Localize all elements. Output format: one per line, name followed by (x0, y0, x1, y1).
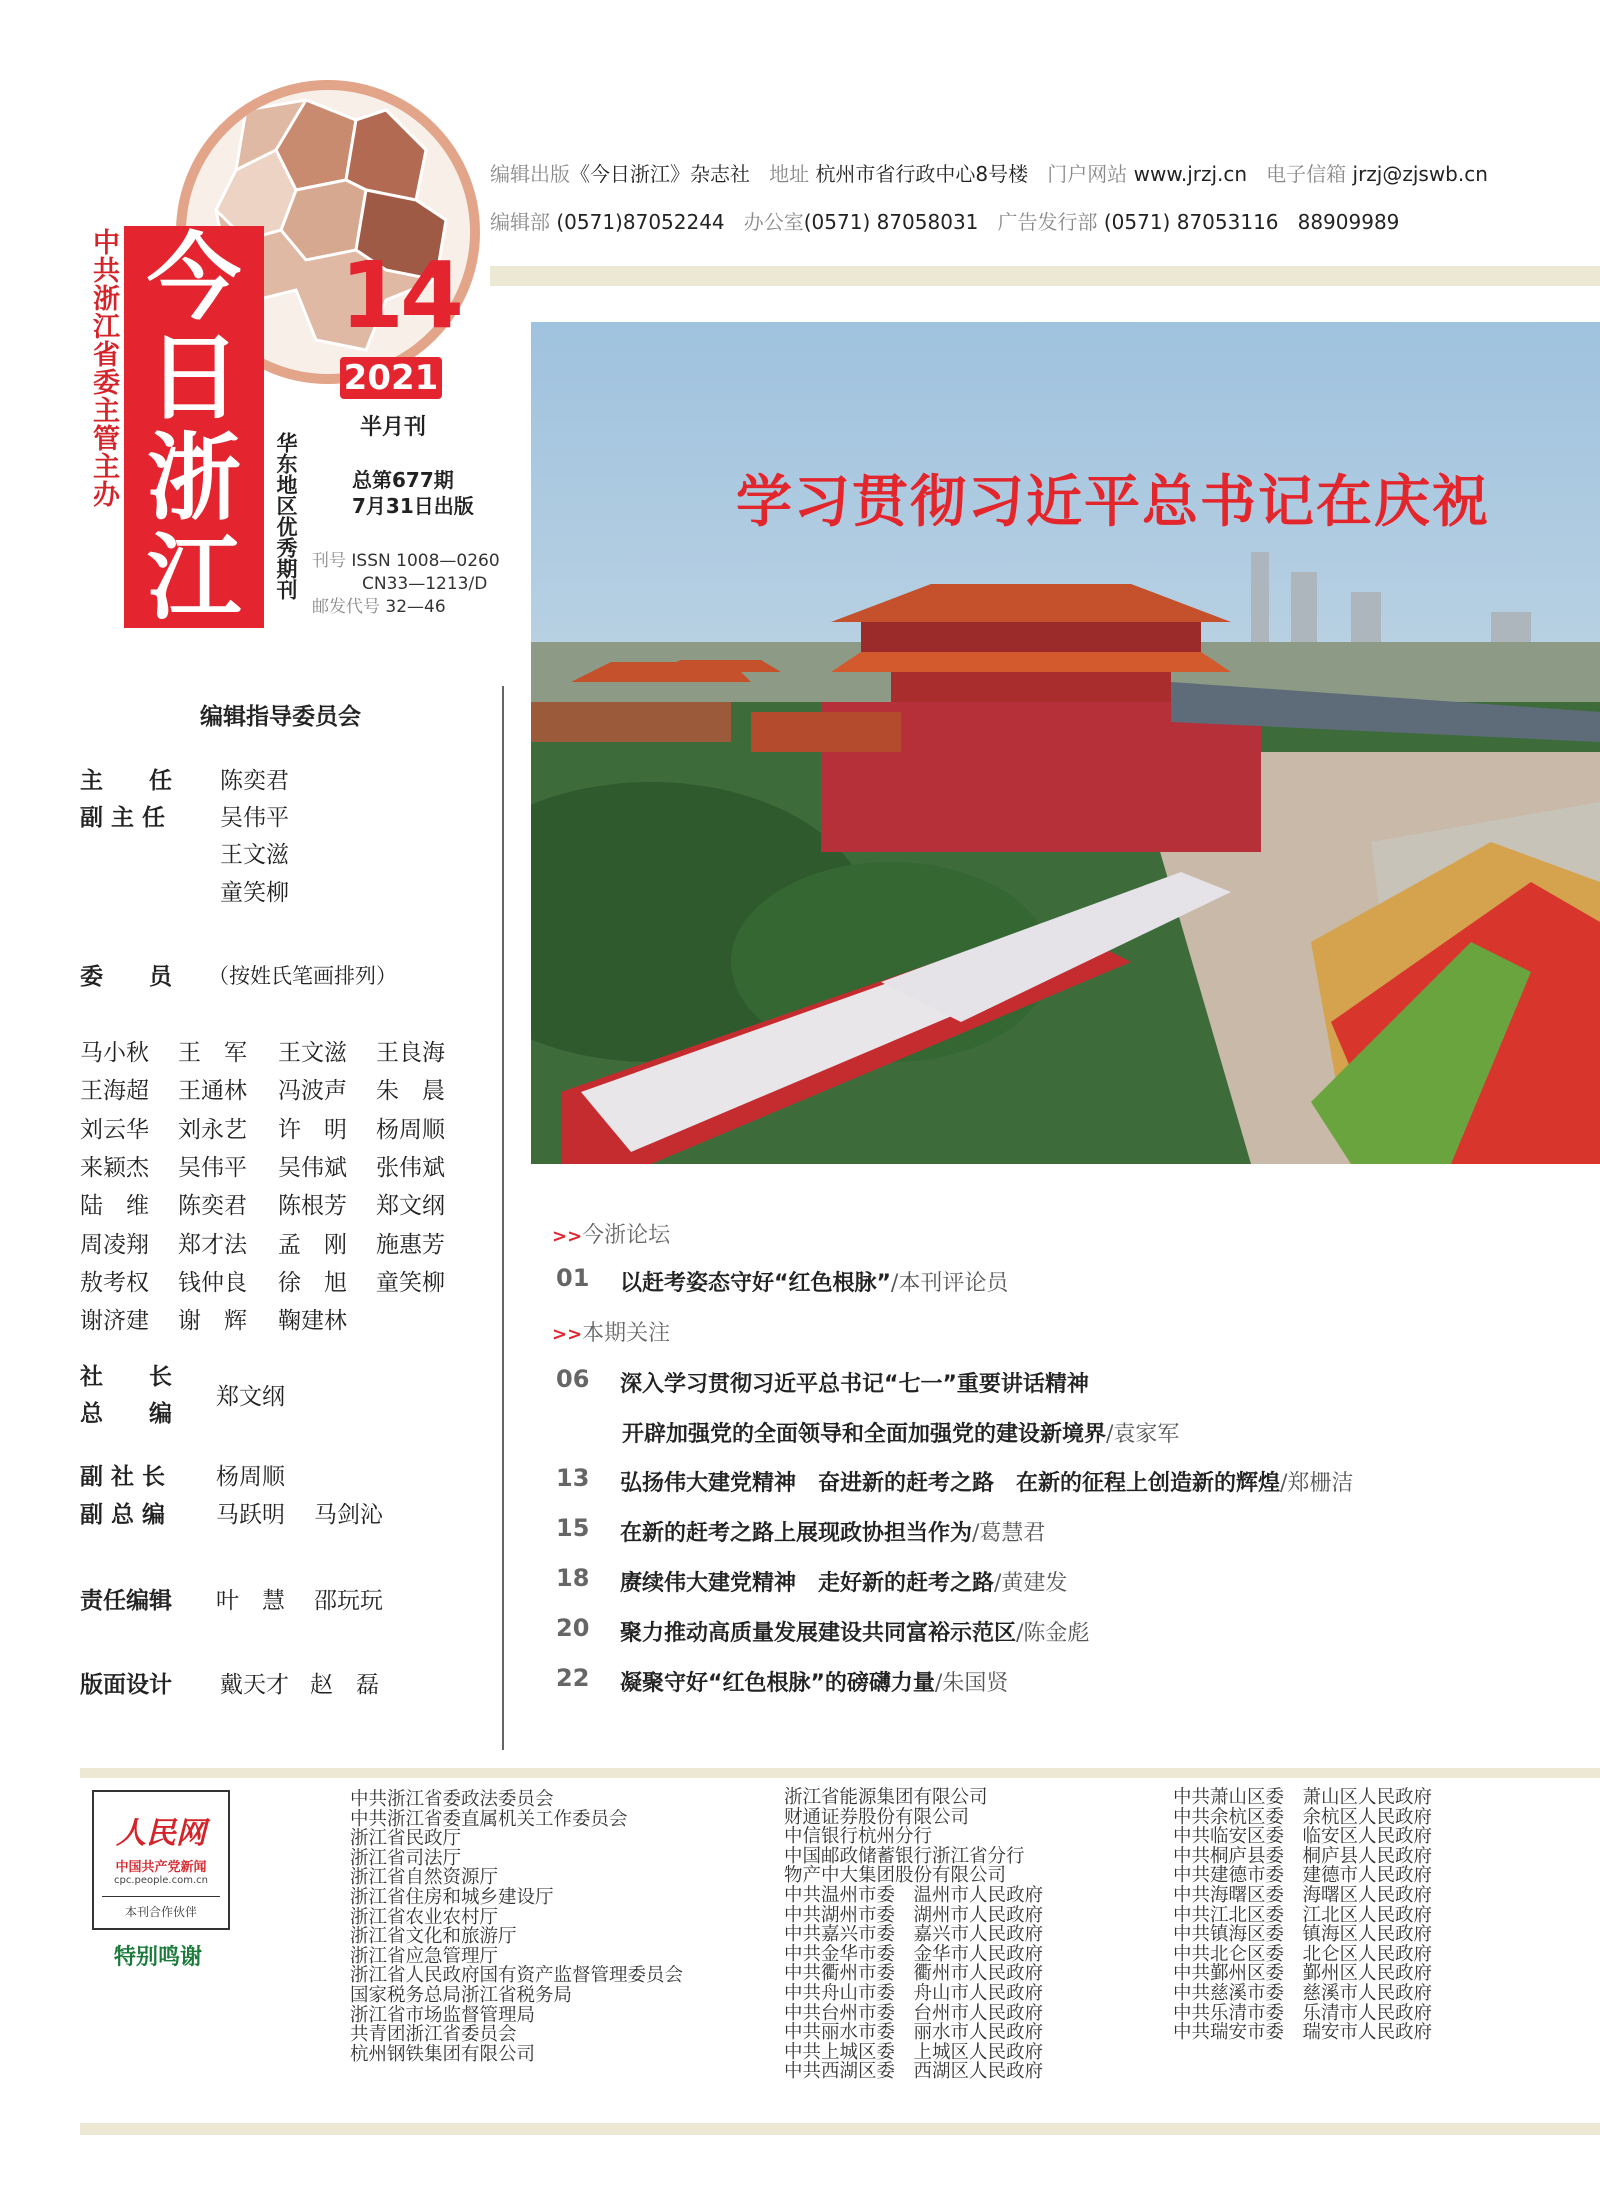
sponsor-org: 中共台州市委 台州市人民政府 (784, 2002, 1044, 2024)
toc-title: 聚力推动高质量发展建设共同富裕示范区 (620, 1621, 1017, 1646)
member-name: 陆 维 (80, 1193, 149, 1220)
director-name: 陈奕君 (220, 768, 289, 794)
toc-entry[interactable] (620, 1616, 1089, 1647)
deputy-name: 吴伟平 (220, 805, 289, 831)
special-thanks: 特别鸣谢 (114, 1944, 203, 1970)
member-name: 施惠芳 (376, 1231, 445, 1258)
tiananmen-illustration (531, 322, 1600, 1164)
email-link[interactable]: jrzj@zjswb.cn (1352, 162, 1488, 186)
address-label: 地址 (769, 162, 810, 186)
member-name: 王通林 (178, 1078, 247, 1105)
member-name: 许 明 (278, 1116, 347, 1143)
toc-page-number: 15 (556, 1514, 590, 1542)
responsible-editor-label: 责任编辑 (80, 1588, 172, 1614)
sponsor-org: 浙江省住房和城乡建设厅 (350, 1886, 554, 1908)
toc-page-number: 13 (556, 1464, 590, 1492)
toc-page-number: 22 (556, 1664, 590, 1692)
sponsor-org: 中共北仑区委 北仑区人民政府 (1173, 1943, 1433, 1965)
sponsor-text: 中共浙江省委主管主办 (88, 228, 119, 508)
sponsor-org: 中共浙江省委政法委员会 (350, 1789, 554, 1810)
sponsor-org: 中共西湖区委 西湖区人民政府 (784, 2061, 1044, 2083)
sponsor-org: 浙江省能源集团有限公司 (784, 1787, 988, 1808)
member-name: 谢济建 (80, 1308, 149, 1335)
member-name: 孟 刚 (278, 1231, 347, 1258)
member-name: 郑才法 (178, 1231, 247, 1258)
member-name: 吴伟平 (178, 1154, 247, 1181)
logo-char: 今 (146, 223, 241, 333)
member-name: 徐 旭 (278, 1269, 347, 1296)
design-label: 版面设计 (80, 1672, 172, 1698)
toc-author: /朱国贤 (934, 1671, 1009, 1696)
member-name: 吴伟斌 (278, 1154, 347, 1181)
sponsor-org: 中共镇海区委 镇海区人民政府 (1173, 1924, 1433, 1946)
toc-title: 弘扬伟大建党精神 奋进新的赶考之路 在新的征程上创造新的辉煌 (620, 1471, 1281, 1496)
footer-bottom-bar (80, 2123, 1600, 2135)
sponsor-org: 中共瑞安市委 瑞安市人民政府 (1173, 2022, 1433, 2044)
issue-period (352, 467, 474, 519)
postal-value: 32—46 (385, 597, 446, 617)
sponsor-org: 浙江省文化和旅游厅 (350, 1926, 517, 1948)
member-name: 冯波声 (278, 1078, 347, 1105)
toc-entry[interactable] (620, 1367, 1089, 1398)
toc-title: 深入学习贯彻习近平总书记“七一”重要讲话精神 (620, 1372, 1089, 1397)
sponsor-org: 中共嘉兴市委 嘉兴市人民政府 (784, 1924, 1044, 1946)
issue-number: 14 (340, 242, 461, 349)
designer-name: 赵 磊 (310, 1672, 379, 1698)
toc-author: /葛慧君 (972, 1521, 1046, 1546)
section-title: 今浙论坛 (582, 1223, 671, 1248)
award-tag: 华东地区优秀期刊 (274, 432, 298, 600)
sponsor-org: 国家税务总局浙江省税务局 (350, 1984, 573, 2006)
member-name: 鞠建林 (278, 1308, 347, 1335)
sponsor-org: 浙江省自然资源厅 (350, 1867, 499, 1889)
sponsor-org: 浙江省农业农村厅 (350, 1906, 499, 1928)
members-label: 委 员 (80, 964, 172, 990)
sponsor-org: 中共江北区委 江北区人民政府 (1173, 1904, 1433, 1926)
member-name: 王海超 (80, 1078, 149, 1105)
toc-entry[interactable] (620, 1566, 1067, 1597)
member-name: 郑文纲 (376, 1193, 445, 1220)
sponsor-org: 中共温州市委 温州市人民政府 (784, 1884, 1044, 1906)
president-label: 社 长 (80, 1364, 172, 1390)
member-name: 陈根芳 (278, 1193, 347, 1220)
toc-entry[interactable] (620, 1666, 1008, 1697)
member-name: 刘云华 (80, 1116, 149, 1143)
sponsor-org: 中共衢州市委 衢州市人民政府 (784, 1963, 1044, 1985)
toc-author: /陈金彪 (1016, 1621, 1090, 1646)
member-name: 童笑柳 (376, 1269, 445, 1296)
toc-title: 凝聚守好“红色根脉”的磅礴力量 (620, 1671, 935, 1696)
postal-label: 邮发代号 (312, 597, 380, 617)
sponsor-org: 中共舟山市委 舟山市人民政府 (784, 1982, 1044, 2004)
sponsor-org: 中共建德市委 建德市人民政府 (1173, 1865, 1433, 1887)
sponsor-org: 中共临安区委 临安区人民政府 (1173, 1826, 1433, 1848)
publisher-label: 编辑出版 (490, 162, 570, 186)
section-arrow: >> (552, 1324, 583, 1345)
member-name: 钱仲良 (178, 1269, 247, 1296)
toc-author: /黄建发 (994, 1571, 1068, 1596)
toc-entry[interactable] (622, 1417, 1179, 1448)
issn-block (312, 550, 500, 619)
sponsor-org: 杭州钢铁集团有限公司 (350, 2043, 536, 2065)
toc-page-number: 18 (556, 1564, 590, 1592)
contact-line-2 (490, 206, 1399, 235)
partner-tag: 本刊合作伙伴 (102, 1896, 220, 1920)
issn-label: 刊号 (312, 551, 346, 571)
partner-sub: 中国共产党新闻 (115, 1860, 207, 1875)
sponsor-org: 中共浙江省委直属机关工作委员会 (350, 1808, 628, 1830)
sponsor-org: 浙江省司法厅 (350, 1847, 462, 1869)
sponsor-org: 中共乐清市委 乐清市人民政府 (1173, 2002, 1433, 2024)
sponsor-org: 中共湖州市委 湖州市人民政府 (784, 1904, 1044, 1926)
ad-label: 广告发行部 (997, 210, 1098, 234)
deputy-name: 王文滋 (220, 842, 289, 868)
section-arrow: >> (552, 1226, 583, 1247)
logo-char: 浙 (146, 423, 241, 533)
office-phone: (0571) 87058031 (803, 210, 979, 234)
member-name: 陈奕君 (178, 1193, 247, 1220)
thanks-column-3 (1173, 1788, 1432, 2043)
responsible-editor-name: 叶 慧 (216, 1588, 285, 1614)
sponsor-org: 中信银行杭州分行 (784, 1826, 933, 1848)
toc-section-focus (552, 1316, 670, 1347)
toc-entry[interactable] (620, 1266, 1008, 1297)
partner-name: 人民网 (116, 1816, 206, 1851)
toc-entry[interactable] (620, 1516, 1045, 1547)
toc-page-number: 01 (556, 1264, 590, 1292)
deputy-editor-label: 副 总 编 (80, 1502, 166, 1528)
publisher: 《今日浙江》杂志社 (570, 162, 750, 186)
total-issue: 总第677期 (352, 468, 454, 492)
toc-author: /袁家军 (1106, 1422, 1180, 1447)
member-name: 来颖杰 (80, 1154, 149, 1181)
toc-title: 在新的赶考之路上展现政协担当作为 (620, 1521, 973, 1546)
sponsor-org: 中共鄞州区委 鄞州区人民政府 (1173, 1963, 1433, 1985)
email-label: 电子信箱 (1266, 162, 1347, 186)
vice-president-name: 杨周顺 (216, 1464, 285, 1490)
sponsor-org: 浙江省应急管理厅 (350, 1945, 499, 1967)
toc-author: /郑栅洁 (1280, 1471, 1354, 1496)
footer-divider (80, 1768, 1600, 1778)
members-note: （按姓氏笔画排列） (208, 964, 397, 988)
pub-date: 7月31日出版 (352, 494, 474, 518)
designer-name: 戴天才 (220, 1672, 289, 1698)
toc-title: 以赶考姿态守好“红色根脉” (620, 1271, 891, 1296)
deputy-editor-name: 马跃明 (216, 1502, 285, 1528)
sponsor-org: 中共桐庐县委 桐庐县人民政府 (1173, 1845, 1433, 1867)
sponsor-org: 中共丽水市委 丽水市人民政府 (784, 2022, 1044, 2044)
office-label: 办公室 (743, 210, 804, 234)
magazine-logo (124, 223, 264, 633)
toc-title: 开辟加强党的全面领导和全面加强党的建设新境界 (622, 1422, 1107, 1447)
thanks-column-1 (350, 1790, 683, 2064)
toc-entry[interactable] (620, 1466, 1353, 1497)
sponsor-org: 中共海曙区委 海曙区人民政府 (1173, 1884, 1433, 1906)
president-name: 郑文纲 (216, 1384, 285, 1410)
member-name: 刘永艺 (178, 1116, 247, 1143)
sponsor-org: 浙江省市场监督管理局 (350, 2004, 536, 2026)
deputy-name: 童笑柳 (220, 880, 289, 906)
sponsor-org: 财通证券股份有限公司 (784, 1806, 970, 1828)
thanks-column-2 (784, 1788, 1043, 2082)
sponsor-org: 浙江省人民政府国有资产监督管理委员会 (350, 1965, 684, 1987)
ad-phone: (0571) 87053116 (1103, 210, 1279, 234)
partner-url: cpc.people.com.cn (114, 1875, 208, 1886)
toc-page-number: 20 (556, 1614, 590, 1642)
member-name: 马小秋 (80, 1040, 149, 1066)
chief-editor-label: 总 编 (80, 1401, 172, 1427)
member-name: 王 军 (178, 1040, 247, 1066)
member-name: 王良海 (376, 1040, 445, 1066)
sponsor-org: 中国邮政储蓄银行浙江省分行 (784, 1845, 1025, 1867)
toc-section-forum (552, 1218, 670, 1249)
address: 杭州市省行政中心8号楼 (815, 162, 1029, 186)
ad-phone-2: 88909989 (1297, 210, 1400, 234)
member-name: 张伟斌 (376, 1154, 445, 1181)
editorial-phone: (0571)87052244 (556, 210, 725, 234)
sponsor-org: 中共慈溪市委 慈溪市人民政府 (1173, 1982, 1433, 2004)
header-divider (490, 266, 1600, 286)
cn-value: CN33—1213/D (362, 574, 488, 594)
sponsor-org: 中共金华市委 金华市人民政府 (784, 1943, 1044, 1965)
issn-value: ISSN 1008—0260 (351, 551, 500, 571)
sponsor-org: 中共萧山区委 萧山区人民政府 (1173, 1787, 1433, 1808)
member-name: 杨周顺 (376, 1116, 445, 1143)
cover-photo (531, 322, 1600, 1164)
section-title: 本期关注 (582, 1321, 671, 1346)
responsible-editor-name: 邵玩玩 (314, 1588, 383, 1614)
committee-title: 编辑指导委员会 (200, 704, 361, 730)
deputy-label: 副 主 任 (80, 805, 166, 831)
column-divider (502, 686, 504, 1750)
member-name: 谢 辉 (178, 1308, 247, 1335)
toc-title: 赓续伟大建党精神 走好新的赶考之路 (620, 1571, 995, 1596)
vice-president-label: 副 社 长 (80, 1464, 166, 1490)
partner-logo (92, 1790, 230, 1930)
editorial-label: 编辑部 (490, 210, 550, 234)
logo-char: 江 (146, 523, 241, 633)
toc-author: /本刊评论员 (890, 1271, 1009, 1296)
deputy-editor-name: 马剑沁 (314, 1502, 383, 1528)
member-name: 周凌翔 (80, 1231, 149, 1258)
website-label: 门户网站 (1047, 162, 1128, 186)
sponsor-org: 浙江省民政厅 (350, 1828, 462, 1850)
contact-line-1 (490, 158, 1488, 187)
director-label: 主 任 (80, 768, 172, 794)
member-name: 王文滋 (278, 1040, 347, 1066)
member-name: 朱 晨 (376, 1078, 445, 1105)
member-name: 敖考权 (80, 1269, 149, 1296)
sponsor-org: 共青团浙江省委员会 (350, 2024, 517, 2046)
sponsor-org: 中共上城区委 上城区人民政府 (784, 2041, 1044, 2063)
logo-char: 日 (146, 323, 241, 433)
toc-page-number: 06 (556, 1365, 590, 1393)
issue-year: 2021 (340, 357, 442, 399)
frequency: 半月刊 (360, 415, 427, 440)
website-link[interactable]: www.jrzj.cn (1133, 162, 1248, 186)
sponsor-org: 中共余杭区委 余杭区人民政府 (1173, 1806, 1433, 1828)
sponsor-org: 物产中大集团股份有限公司 (784, 1865, 1007, 1887)
cover-headline: 学习贯彻习近平总书记在庆祝 (736, 470, 1490, 535)
